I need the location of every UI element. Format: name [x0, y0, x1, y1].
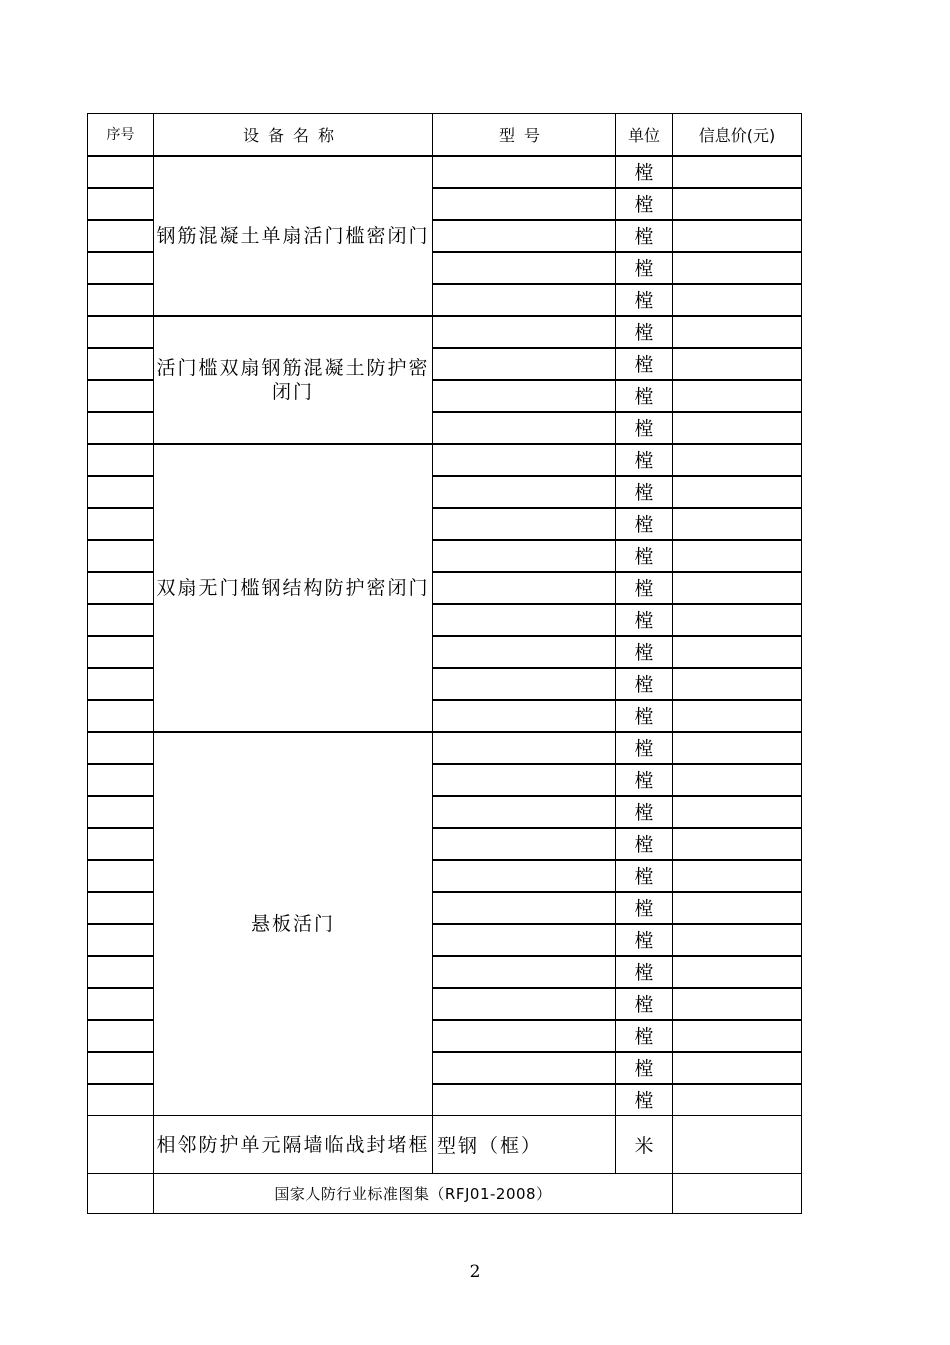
seq-cell	[88, 1174, 154, 1214]
price-cell	[673, 444, 802, 476]
price-cell	[673, 220, 802, 252]
model-cell	[433, 828, 616, 860]
standard-reference: 国家人防行业标准图集（RFJ01-2008）	[154, 1174, 673, 1214]
price-cell	[673, 572, 802, 604]
price-cell	[673, 1174, 802, 1214]
model-cell	[433, 220, 616, 252]
model-cell	[433, 508, 616, 540]
price-cell	[673, 604, 802, 636]
unit-cell: 樘	[616, 988, 673, 1020]
seq-cell	[88, 220, 154, 252]
model-cell	[433, 1052, 616, 1084]
seq-cell	[88, 604, 154, 636]
equipment-name-cell: 双扇无门槛钢结构防护密闭门	[154, 444, 433, 732]
model-cell	[433, 892, 616, 924]
seq-cell	[88, 1116, 154, 1174]
unit-cell: 樘	[616, 796, 673, 828]
header-seq: 序号	[88, 114, 154, 156]
price-cell	[673, 188, 802, 220]
unit-cell: 樘	[616, 668, 673, 700]
price-cell	[673, 924, 802, 956]
model-cell	[433, 188, 616, 220]
unit-cell: 樘	[616, 924, 673, 956]
seq-cell	[88, 188, 154, 220]
price-cell	[673, 828, 802, 860]
price-cell	[673, 732, 802, 764]
unit-cell: 樘	[616, 316, 673, 348]
unit-cell: 樘	[616, 956, 673, 988]
price-cell	[673, 1052, 802, 1084]
price-cell	[673, 636, 802, 668]
unit-cell: 樘	[616, 220, 673, 252]
unit-cell: 米	[616, 1116, 673, 1174]
model-cell	[433, 764, 616, 796]
seq-cell	[88, 316, 154, 348]
seq-cell	[88, 892, 154, 924]
table-row	[88, 1116, 802, 1174]
unit-cell: 樘	[616, 540, 673, 572]
price-cell	[673, 1020, 802, 1052]
equipment-price-table	[87, 113, 802, 1214]
equipment-name-cell: 悬板活门	[154, 732, 433, 1116]
model-cell	[433, 1084, 616, 1116]
unit-cell: 樘	[616, 284, 673, 316]
unit-cell: 樘	[616, 764, 673, 796]
table-row	[88, 444, 802, 476]
unit-cell: 樘	[616, 188, 673, 220]
seq-cell	[88, 700, 154, 732]
seq-cell	[88, 540, 154, 572]
model-cell	[433, 604, 616, 636]
header-name: 设备名称	[154, 114, 433, 156]
seq-cell	[88, 348, 154, 380]
model-cell	[433, 1020, 616, 1052]
footer-row	[88, 1174, 802, 1214]
model-cell	[433, 444, 616, 476]
seq-cell	[88, 828, 154, 860]
seq-cell	[88, 380, 154, 412]
unit-cell: 樘	[616, 636, 673, 668]
model-cell	[433, 732, 616, 764]
unit-cell: 樘	[616, 380, 673, 412]
model-cell	[433, 156, 616, 188]
price-cell	[673, 156, 802, 188]
seq-cell	[88, 764, 154, 796]
price-cell	[673, 764, 802, 796]
model-cell	[433, 540, 616, 572]
equipment-name-cell: 相邻防护单元隔墙临战封堵框	[154, 1116, 433, 1174]
model-cell	[433, 796, 616, 828]
unit-cell: 樘	[616, 892, 673, 924]
seq-cell	[88, 476, 154, 508]
header-price: 信息价(元)	[673, 114, 802, 156]
seq-cell	[88, 508, 154, 540]
model-cell	[433, 412, 616, 444]
seq-cell	[88, 252, 154, 284]
seq-cell	[88, 1084, 154, 1116]
seq-cell	[88, 444, 154, 476]
model-cell	[433, 860, 616, 892]
price-cell	[673, 252, 802, 284]
price-cell	[673, 988, 802, 1020]
seq-cell	[88, 412, 154, 444]
price-cell	[673, 284, 802, 316]
unit-cell: 樘	[616, 1084, 673, 1116]
unit-cell: 樘	[616, 1052, 673, 1084]
table-row	[88, 732, 802, 764]
unit-cell: 樘	[616, 252, 673, 284]
seq-cell	[88, 156, 154, 188]
model-cell	[433, 636, 616, 668]
seq-cell	[88, 668, 154, 700]
seq-cell	[88, 1020, 154, 1052]
model-cell	[433, 348, 616, 380]
unit-cell: 樘	[616, 700, 673, 732]
model-cell	[433, 476, 616, 508]
model-cell	[433, 572, 616, 604]
seq-cell	[88, 860, 154, 892]
unit-cell: 樘	[616, 604, 673, 636]
unit-cell: 樘	[616, 828, 673, 860]
seq-cell	[88, 956, 154, 988]
unit-cell: 樘	[616, 860, 673, 892]
model-cell	[433, 316, 616, 348]
seq-cell	[88, 636, 154, 668]
price-cell	[673, 380, 802, 412]
model-cell	[433, 380, 616, 412]
price-cell	[673, 476, 802, 508]
model-cell	[433, 252, 616, 284]
unit-cell: 樘	[616, 508, 673, 540]
seq-cell	[88, 284, 154, 316]
price-cell	[673, 892, 802, 924]
price-cell	[673, 956, 802, 988]
model-cell	[433, 956, 616, 988]
price-cell	[673, 1084, 802, 1116]
unit-cell: 樘	[616, 444, 673, 476]
model-cell	[433, 668, 616, 700]
unit-cell: 樘	[616, 412, 673, 444]
price-cell	[673, 796, 802, 828]
model-cell	[433, 988, 616, 1020]
price-cell	[673, 412, 802, 444]
table-row	[88, 316, 802, 348]
table-body	[88, 156, 802, 1214]
table-row	[88, 156, 802, 188]
unit-cell: 樘	[616, 476, 673, 508]
seq-cell	[88, 732, 154, 764]
unit-cell: 樘	[616, 732, 673, 764]
price-cell	[673, 508, 802, 540]
price-cell	[673, 1116, 802, 1174]
header-row	[88, 114, 802, 156]
price-cell	[673, 668, 802, 700]
unit-cell: 樘	[616, 572, 673, 604]
header-model: 型号	[433, 114, 616, 156]
equipment-name-cell: 活门槛双扇钢筋混凝土防护密闭门	[154, 316, 433, 444]
seq-cell	[88, 1052, 154, 1084]
price-cell	[673, 860, 802, 892]
equipment-name-cell: 钢筋混凝土单扇活门槛密闭门	[154, 156, 433, 316]
model-cell	[433, 924, 616, 956]
seq-cell	[88, 924, 154, 956]
price-cell	[673, 700, 802, 732]
price-cell	[673, 348, 802, 380]
page-number: 2	[469, 1262, 481, 1282]
seq-cell	[88, 796, 154, 828]
unit-cell: 樘	[616, 156, 673, 188]
model-cell	[433, 284, 616, 316]
unit-cell: 樘	[616, 1020, 673, 1052]
seq-cell	[88, 988, 154, 1020]
price-cell	[673, 316, 802, 348]
model-cell: 型钢（框）	[433, 1116, 616, 1174]
price-cell	[673, 540, 802, 572]
unit-cell: 樘	[616, 348, 673, 380]
model-cell	[433, 700, 616, 732]
seq-cell	[88, 572, 154, 604]
header-unit: 单位	[616, 114, 673, 156]
